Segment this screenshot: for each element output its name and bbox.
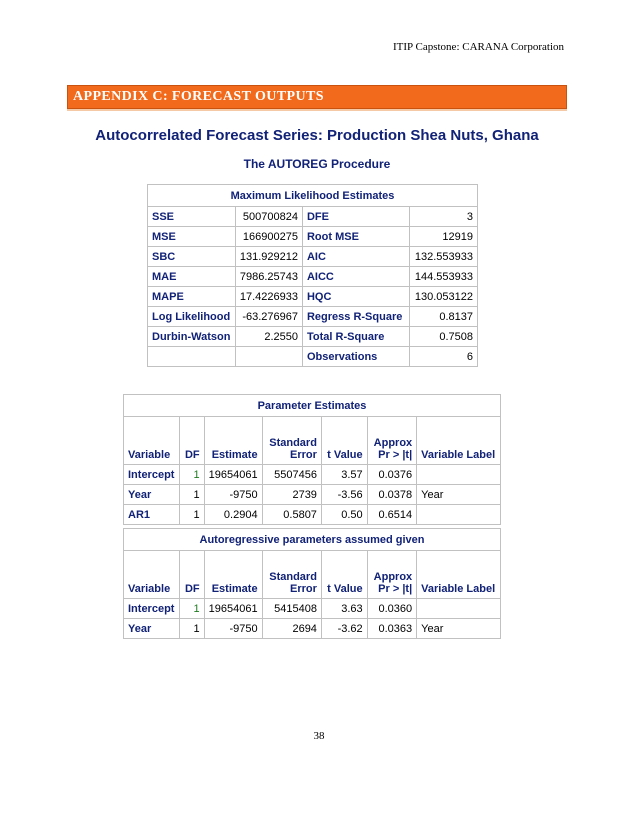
table-row (148, 307, 478, 327)
table-row (148, 327, 478, 347)
stat-label: AIC (302, 247, 409, 267)
header-row (124, 417, 501, 465)
pvalue-cell: 0.0376 (367, 465, 417, 485)
running-header: ITIP Capstone: CARANA Corporation (393, 41, 564, 53)
table-row (148, 247, 478, 267)
stat-value (235, 347, 302, 367)
stat-label: SSE (148, 207, 236, 227)
procedure-title: The AUTOREG Procedure (243, 157, 391, 171)
stat-value: 0.8137 (410, 307, 478, 327)
stat-label: HQC (302, 287, 409, 307)
df-cell: 1 (179, 619, 204, 639)
col-header-stderr-line2: Error (290, 583, 317, 595)
stat-value: 17.4226933 (235, 287, 302, 307)
sas-output-title: Autocorrelated Forecast Series: Production Shea Nuts, Ghana (95, 127, 539, 144)
stat-value: 0.7508 (410, 327, 478, 347)
col-header-estimate: Estimate (204, 551, 262, 599)
df-cell: 1 (179, 505, 204, 525)
col-header-df: DF (179, 551, 204, 599)
table-row (148, 347, 478, 367)
col-header-stderr-line1: Standard (269, 437, 317, 449)
tvalue-cell: 0.50 (321, 505, 367, 525)
estimate-cell: 19654061 (204, 599, 262, 619)
col-header-df: DF (179, 417, 204, 465)
header-row (124, 551, 501, 599)
col-header-pvalue (367, 551, 417, 599)
parameter-estimates-table (123, 394, 501, 525)
stderr-cell: 2694 (262, 619, 321, 639)
table-row (124, 599, 501, 619)
label-cell (417, 505, 501, 525)
label-cell: Year (417, 485, 501, 505)
stat-label: MSE (148, 227, 236, 247)
col-header-variable: Variable (124, 417, 180, 465)
variable-cell: Intercept (124, 599, 180, 619)
col-header-stderr (262, 417, 321, 465)
col-header-label: Variable Label (417, 551, 501, 599)
pvalue-cell: 0.0363 (367, 619, 417, 639)
mle-table (147, 184, 478, 367)
stat-label: DFE (302, 207, 409, 227)
ar-assumed-caption: Autoregressive parameters assumed given (124, 529, 501, 551)
stderr-cell: 5507456 (262, 465, 321, 485)
col-header-estimate: Estimate (204, 417, 262, 465)
stat-value: 166900275 (235, 227, 302, 247)
col-header-stderr (262, 551, 321, 599)
col-header-pvalue-line2: Pr > |t| (378, 449, 413, 461)
stat-label: MAE (148, 267, 236, 287)
tvalue-cell: 3.63 (321, 599, 367, 619)
stat-label: Observations (302, 347, 409, 367)
stderr-cell: 0.5807 (262, 505, 321, 525)
variable-cell: Intercept (124, 465, 180, 485)
stderr-cell: 2739 (262, 485, 321, 505)
stat-value: 500700824 (235, 207, 302, 227)
label-cell (417, 599, 501, 619)
ar-assumed-table (123, 528, 501, 639)
estimate-cell: 0.2904 (204, 505, 262, 525)
table-row (148, 227, 478, 247)
col-header-pvalue-line1: Approx (373, 571, 413, 583)
table-row (148, 267, 478, 287)
appendix-banner (67, 85, 567, 109)
mle-table-caption: Maximum Likelihood Estimates (148, 185, 478, 207)
stat-label: MAPE (148, 287, 236, 307)
stat-value: 131.929212 (235, 247, 302, 267)
pvalue-cell: 0.6514 (367, 505, 417, 525)
appendix-title: APPENDIX C: FORECAST OUTPUTS (73, 89, 324, 104)
col-header-tvalue: t Value (321, 551, 367, 599)
tvalue-cell: 3.57 (321, 465, 367, 485)
stat-label: SBC (148, 247, 236, 267)
stat-value: 3 (410, 207, 478, 227)
tvalue-cell: -3.62 (321, 619, 367, 639)
stat-value: -63.276967 (235, 307, 302, 327)
estimate-cell: 19654061 (204, 465, 262, 485)
stat-label: Regress R-Square (302, 307, 409, 327)
pvalue-cell: 0.0378 (367, 485, 417, 505)
pvalue-cell: 0.0360 (367, 599, 417, 619)
stat-value: 6 (410, 347, 478, 367)
stat-value: 7986.25743 (235, 267, 302, 287)
col-header-label: Variable Label (417, 417, 501, 465)
page-number: 38 (313, 730, 325, 742)
stat-value: 144.553933 (410, 267, 478, 287)
stat-label: Root MSE (302, 227, 409, 247)
col-header-stderr-line2: Error (290, 449, 317, 461)
df-cell: 1 (179, 599, 204, 619)
stat-value: 130.053122 (410, 287, 478, 307)
stat-label: Log Likelihood (148, 307, 236, 327)
parameter-estimates-caption: Parameter Estimates (124, 395, 501, 417)
df-cell: 1 (179, 465, 204, 485)
stat-label: AICC (302, 267, 409, 287)
label-cell (417, 465, 501, 485)
table-row (124, 619, 501, 639)
estimate-cell: -9750 (204, 619, 262, 639)
stat-label: Total R-Square (302, 327, 409, 347)
table-row (148, 287, 478, 307)
col-header-pvalue-line1: Approx (373, 437, 413, 449)
stat-value: 132.553933 (410, 247, 478, 267)
col-header-tvalue: t Value (321, 417, 367, 465)
table-row (148, 207, 478, 227)
estimate-cell: -9750 (204, 485, 262, 505)
table-row (124, 485, 501, 505)
col-header-pvalue-line2: Pr > |t| (378, 583, 413, 595)
col-header-pvalue (367, 417, 417, 465)
variable-cell: Year (124, 619, 180, 639)
stat-value: 2.2550 (235, 327, 302, 347)
variable-cell: Year (124, 485, 180, 505)
col-header-stderr-line1: Standard (269, 571, 317, 583)
tvalue-cell: -3.56 (321, 485, 367, 505)
stat-label (148, 347, 236, 367)
df-cell: 1 (179, 485, 204, 505)
stderr-cell: 5415408 (262, 599, 321, 619)
table-row (124, 505, 501, 525)
col-header-variable: Variable (124, 551, 180, 599)
table-row (124, 465, 501, 485)
variable-cell: AR1 (124, 505, 180, 525)
label-cell: Year (417, 619, 501, 639)
stat-value: 12919 (410, 227, 478, 247)
stat-label: Durbin-Watson (148, 327, 236, 347)
